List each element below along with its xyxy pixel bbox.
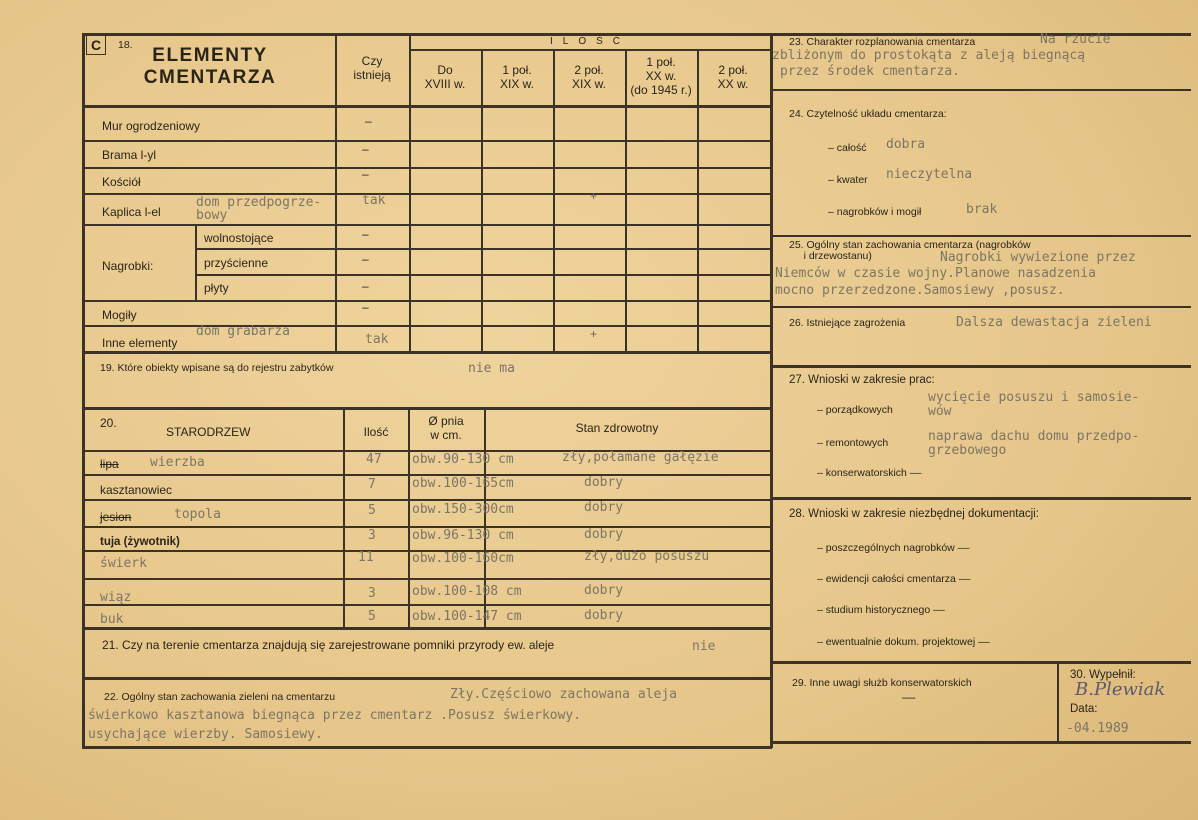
row-label-mogily: Mogiły [102,308,137,322]
tree-health-4: zły,dużo posuszu [584,549,710,564]
tree-typed-2: topola [174,507,221,522]
q28-item-3: – ewentualnie dokum. projektowej –– [817,636,990,648]
q28-label: 28. Wnioski w zakresie niezbędnej dokumentacji: [789,508,1039,520]
tree-trunk-0: obw.90-130 cm [412,452,514,467]
page-title: ELEMENTY CMENTARZA [143,45,277,88]
rule [82,746,772,749]
trees-col-health: Stan zdrowotny [575,421,659,435]
tree-typed-4: świerk [100,556,147,571]
row-note-kaplica: dom przedpogrze-bowy [196,195,322,223]
row-label-kosciol: Kościół [102,175,141,189]
tree-trunk-3: obw.96-130 cm [412,528,514,543]
row-label-mur: Mur ogrodzeniowy [102,119,201,133]
q22-answer-3: usychające wierzby. Samosiewy. [88,727,323,742]
q27-label: 27. Wnioski w zakresie prac: [789,374,935,386]
col-period-2: 1 poł. XIX w. [499,63,535,91]
col-ilosc: ILOŚĆ [549,36,631,47]
q27-item-remontowych: – remontowych [817,437,889,449]
q25-answer-3: mocno przerzedzone.Samosiewy ,posusz. [775,283,1065,298]
q22-label: 22. Ogólny stan zachowania zieleni na cmentarzu [104,691,336,703]
tree-trunk-5: obw.100-108 cm [412,584,522,599]
q23-label: 23. Charakter rozplanowania cmentarza [789,36,976,48]
q22-answer-2: świerkowo kasztanowa biegnąca przez cmentarz .Posusz świerkowy. [88,708,582,723]
q22-answer-1: Zły.Częściowo zachowana aleja [450,687,677,702]
tree-trunk-4: obw.100-160cm [412,551,514,566]
row-value-wolnostojace: – [362,227,369,241]
q28-item-1: – ewidencji całości cmentarza –– [817,573,971,585]
col-period-4: 1 poł. XX w. (do 1945 r.) [630,55,692,97]
row-label-przyscienne: przyścienne [204,256,269,270]
q23-answer-1: Na rzucie [1040,32,1111,47]
col-period-1: Do XVIII w. [424,63,466,91]
q24-value-nagrobkow: brak [966,202,998,217]
tree-qty-1: 7 [368,477,376,492]
q29-label: 29. Inne uwagi służb konserwatorskich [792,677,972,689]
tree-trunk-1: obw.100-165cm [412,476,514,491]
row-value-inne: tak [365,332,389,347]
q24-value-calosc: dobra [886,137,926,152]
q27-value-porzadkowych: wycięcie posuszu i samosie- wów [928,390,1140,419]
q21-label: 21. Czy na terenie cmentarza znajdują się zarejestrowane pomniki przyrody ew. aleje [102,638,555,652]
q24-label: 24. Czytelność układu cmentarza: [789,108,947,120]
row-label-plyty: płyty [204,281,229,295]
q24-value-kwater: nieczytelna [886,167,973,182]
rule [82,33,772,36]
q29-answer: –– [902,690,916,704]
tree-typed-0: wierzba [150,455,205,470]
tree-qty-0: 47 [366,452,382,467]
row-value-kosciol: – [362,167,369,181]
row-value-przyscienne: – [362,252,369,266]
row-label-inne: Inne elementy [102,336,178,350]
row-value-mogily: – [362,300,369,314]
q27-item-konserwatorskich: – konserwatorskich –– [817,467,922,479]
tree-health-1: dobry [584,475,624,490]
tree-trunk-6: obw.100-147 cm [412,609,522,624]
tree-health-2: dobry [584,500,624,515]
row-value-mur: – [365,114,372,128]
q19-answer: nie ma [468,361,515,376]
tree-qty-2: 5 [368,503,376,518]
row-value-plyty: – [362,279,369,293]
q24-item-calosc: – całość [828,142,867,154]
tree-typed-5: wiąz [100,590,132,605]
tree-printed-0: lipa [100,457,119,471]
tree-health-3: dobry [584,527,624,542]
q25-answer-1: Nagrobki wywiezione przez [940,250,1136,265]
row-mark-inne: + [590,327,598,341]
q30-date-value: -04.1989 [1066,721,1129,736]
q28-item-0: – poszczególnych nagrobków –– [817,542,970,554]
tree-health-0: zły,połamane gałęzie [562,450,719,465]
tree-qty-6: 5 [368,609,376,624]
q25-label: 25. Ogólny stan zachowania cmentarza (nagrobków i drzewostanu) [789,239,1031,262]
row-label-brama: Brama l-yl [102,148,157,162]
tree-printed-3: tuja (żywotnik) [100,536,180,548]
row-mark-kaplica: + [590,189,598,203]
q28-item-2: – studium historycznego –– [817,604,945,616]
tree-printed-1: kasztanowiec [100,483,173,497]
row-note-inne: dom grabarza [196,324,290,339]
col-period-3: 2 poł. XIX w. [571,63,607,91]
row-value-brama: – [362,142,369,156]
q26-label: 26. Istniejące zagrożenia [789,317,906,329]
row-value-kaplica: tak [362,193,386,208]
tree-trunk-2: obw.150-300cm [412,502,514,517]
row-label-wolnostojace: wolnostojące [204,231,274,245]
section-c-badge: C [86,35,106,55]
tree-health-5: dobry [584,583,624,598]
tree-qty-3: 3 [368,528,376,543]
q23-answer-3: przez środek cmentarza. [780,64,961,79]
q19-label: 19. Które obiekty wpisane są do rejestru zabytków [100,362,334,374]
q30-date-label: Data: [1070,703,1098,715]
col-period-5: 2 poł. XX w. [717,63,749,91]
col-czy-istnieja: Czy istnieją [353,54,391,82]
trees-col-trunk: Ø pnia w cm. [428,414,464,442]
tree-qty-4: 11 [358,550,374,565]
tree-qty-5: 3 [368,586,376,601]
q30-label: 30. Wypełnił: [1070,669,1136,681]
q25-answer-2: Niemców w czasie wojny.Planowe nasadzenia [775,266,1096,281]
tree-printed-2: jesion [100,510,132,524]
tree-typed-6: buk [100,612,124,627]
q26-answer: Dalsza dewastacja zieleni [956,315,1152,330]
q27-value-remontowych: naprawa dachu domu przedpo- grzebowego [928,429,1140,458]
trees-title: STARODRZEW [166,425,251,439]
row-label-nagrobki: Nagrobki: [102,259,154,273]
signature: B.Plewiak [1075,679,1166,700]
trees-section-number: 20. [100,416,117,430]
q27-item-porzadkowych: – porządkowych [817,404,893,416]
section-number: 18. [118,39,133,51]
q24-item-kwater: – kwater [828,174,868,186]
tree-health-6: dobry [584,608,624,623]
q23-answer-2: zbliżonym do prostokąta z aleją biegnącą [772,48,1086,63]
row-label-kaplica: Kaplica l-el [102,205,161,219]
trees-col-quantity: Ilość [363,425,389,439]
q24-item-nagrobkow: – nagrobków i mogił [828,206,922,218]
q21-answer: nie [692,639,716,654]
